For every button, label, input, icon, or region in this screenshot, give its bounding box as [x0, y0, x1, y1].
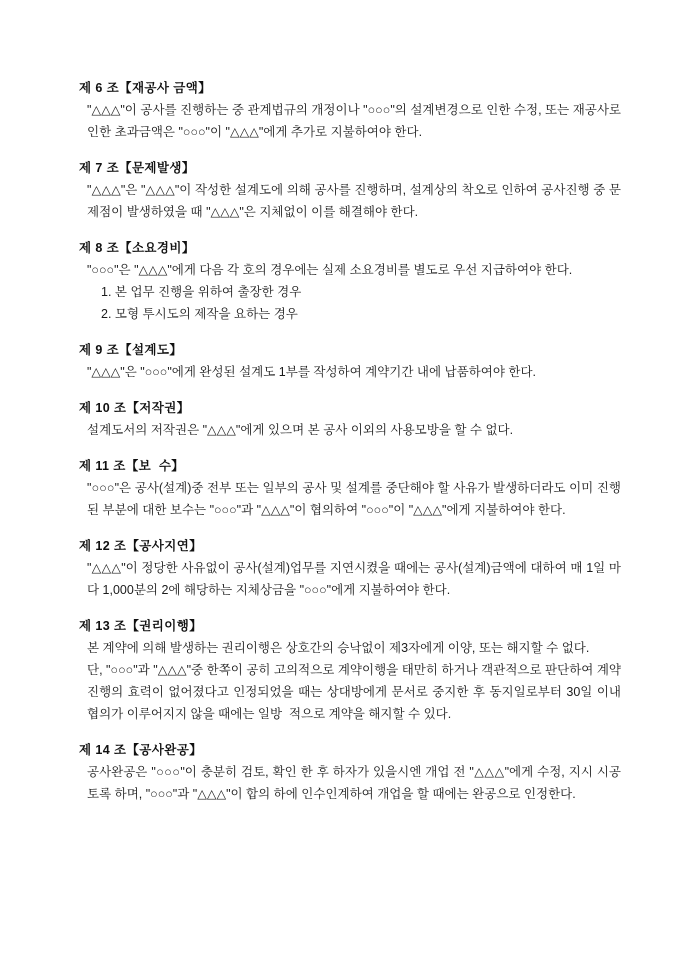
article-paragraphs [79, 557, 621, 601]
contract-article [79, 615, 625, 725]
article-paragraphs [79, 259, 621, 325]
contract-article [79, 237, 621, 325]
article-paragraph: "○○○"은 공사(설계)중 전부 또는 일부의 공사 및 설계를 중단해야 할 사유가 발생하더라도 이미 진행된 부분에 대한 보수는 "○○○"과 "△△△"이 협의하여 "○○○"이 "△△△"에게 지불하여야 한다. [87, 481, 621, 517]
article-paragraph: "△△△"이 공사를 진행하는 중 관계법규의 개정이나 "○○○"의 설계변경으로 인한 수정, 또는 재공사로 인한 초과금액은 "○○○"이 "△△△"에게 추가로 지불하여야 한다. [87, 103, 625, 139]
article-paragraph: "△△△"은 "△△△"이 작성한 설계도에 의해 공사를 진행하며, 설계상의 착오로 인하여 공사진행 중 문제점이 발생하였을 때 "△△△"은 지체없이 이를 해결해야 한다. [87, 183, 621, 219]
article-heading: 제 7 조【문제발생】 [79, 161, 195, 175]
article-paragraph: "△△△"이 정당한 사유없이 공사(설계)업무를 지연시켰을 때에는 공사(설계)금액에 대하여 매 1일 마다 1,000분의 2에 해당하는 지체상금을 "○○○"에게 지불하여야 한다. [87, 561, 621, 597]
article-heading: 제 6 조【재공사 금액】 [79, 81, 212, 95]
contract-article [79, 397, 621, 441]
article-paragraphs [79, 361, 621, 383]
article-heading: 제 8 조【소요경비】 [79, 241, 195, 255]
contract-article [79, 739, 621, 805]
article-heading: 제 11 조【보 수】 [79, 459, 185, 473]
article-paragraph: 본 계약에 의해 발생하는 권리이행은 상호간의 승낙없이 제3자에게 이양, 또는 해지할 수 없다. [87, 641, 590, 655]
article-paragraphs [79, 477, 621, 521]
article-paragraphs [79, 761, 621, 805]
contract-article [79, 455, 621, 521]
article-paragraphs [79, 419, 621, 441]
article-paragraph: 설계도서의 저작권은 "△△△"에게 있으며 본 공사 이외의 사용모방을 할 수 없다. [87, 423, 514, 437]
contract-article [79, 339, 621, 383]
article-heading: 제 12 조【공사지연】 [79, 539, 203, 553]
contract-article [79, 535, 621, 601]
article-heading: 제 13 조【권리이행】 [79, 619, 203, 633]
article-paragraphs [79, 99, 625, 143]
contract-article [79, 77, 625, 143]
contract-body [79, 77, 625, 805]
article-paragraphs [79, 179, 621, 223]
article-list-item: 1. 본 업무 진행을 위하여 출장한 경우 [101, 285, 302, 299]
article-paragraphs [79, 637, 625, 725]
article-paragraph: 단, "○○○"과 "△△△"중 한쪽이 공히 고의적으로 계약이행을 태만히 하거나 객관적으로 판단하여 계약진행의 효력이 없어졌다고 인정되었을 때는 상대방에게 문서로 중지한 후 동지일로부터 30일 이내 협의가 이루어지지 않을 때에는 일방 적으로 계약을 해지할 수 있다. [87, 663, 625, 721]
article-heading: 제 14 조【공사완공】 [79, 743, 203, 757]
article-heading: 제 10 조【저작권】 [79, 401, 190, 415]
article-heading: 제 9 조【설계도】 [79, 343, 183, 357]
article-paragraph: 공사완공은 "○○○"이 충분히 검토, 확인 한 후 하자가 있을시엔 개업 전 "△△△"에게 수정, 지시 시공토록 하며, "○○○"과 "△△△"이 합의 하에 인수인계하여 개업을 할 때에는 완공으로 인정한다. [87, 765, 621, 801]
article-list-item: 2. 모형 투시도의 제작을 요하는 경우 [101, 307, 298, 321]
article-paragraph: "○○○"은 "△△△"에게 다음 각 호의 경우에는 실제 소요경비를 별도로 우선 지급하여야 한다. [87, 263, 573, 277]
article-paragraph: "△△△"은 "○○○"에게 완성된 설계도 1부를 작성하여 계약기간 내에 납품하여야 한다. [87, 365, 537, 379]
contract-article [79, 157, 621, 223]
